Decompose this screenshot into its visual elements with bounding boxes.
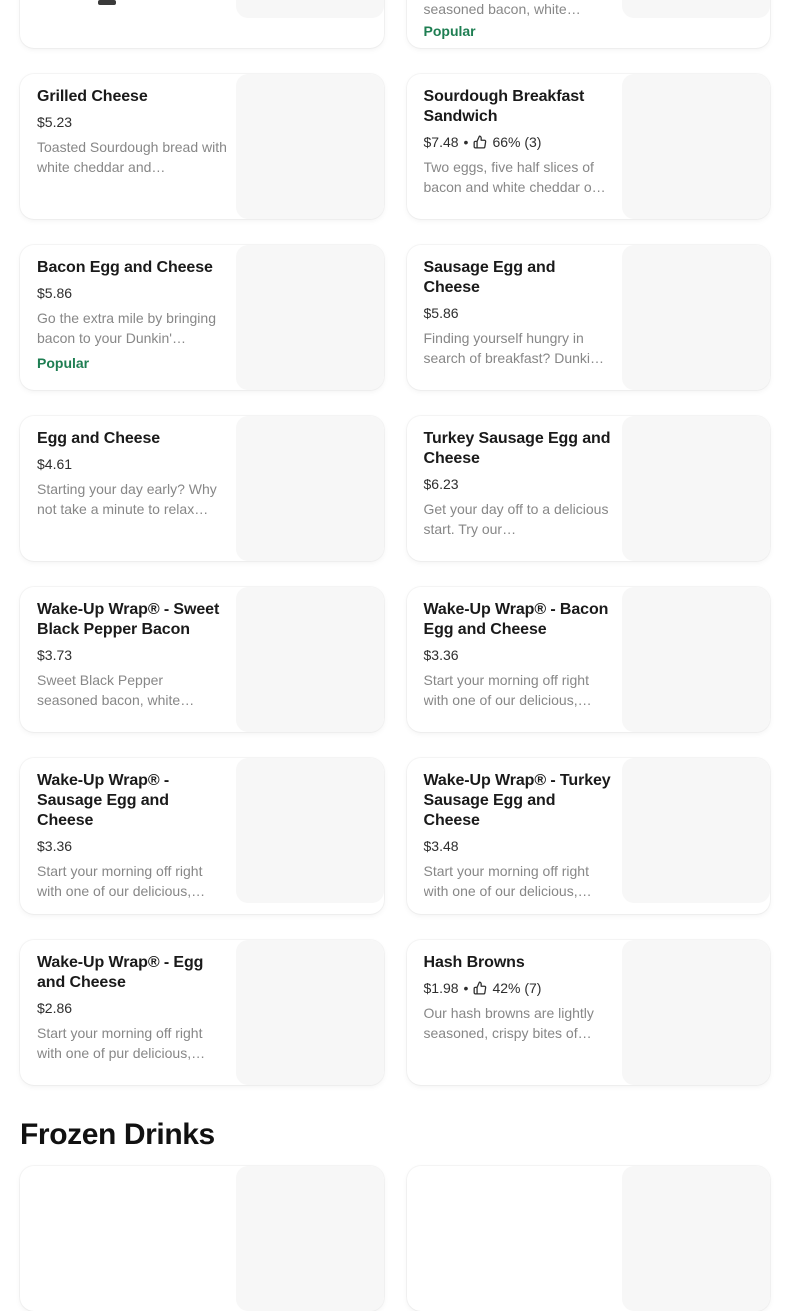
item-title: Wake-Up Wrap® - Egg and Cheese bbox=[37, 954, 204, 991]
card-text bbox=[407, 758, 623, 914]
menu-item-card-wakeup-wrap-sweet-black-pepper-bacon[interactable] bbox=[20, 587, 384, 732]
menu-item-card-partial-left[interactable] bbox=[20, 0, 384, 48]
clipped-text-remnant bbox=[98, 0, 116, 5]
item-description: Start your morning off right with one of our delicious,… bbox=[423, 863, 592, 899]
item-title: Wake-Up Wrap® - Sweet Black Pepper Bacon bbox=[37, 601, 220, 638]
menu-item-card-egg-and-cheese[interactable] bbox=[20, 416, 384, 561]
item-price: $3.36 bbox=[37, 838, 73, 854]
item-image bbox=[236, 0, 384, 18]
item-image bbox=[236, 587, 384, 732]
card-text bbox=[407, 940, 623, 1085]
item-description: Sweet Black Pepper seasoned bacon, white… bbox=[37, 672, 195, 708]
separator-dot: • bbox=[463, 134, 469, 150]
item-image bbox=[236, 416, 384, 561]
item-price-row bbox=[37, 113, 228, 131]
item-title: Wake-Up Wrap® - Turkey Sausage Egg and Cheese bbox=[423, 772, 611, 829]
item-image bbox=[622, 1166, 770, 1311]
item-price-row bbox=[424, 837, 615, 855]
card-text bbox=[20, 74, 236, 219]
menu-item-card-frozen-partial-right[interactable] bbox=[407, 1166, 771, 1311]
card-text bbox=[20, 758, 236, 914]
item-image bbox=[622, 758, 770, 903]
card-text bbox=[407, 587, 623, 732]
item-description: Our hash browns are lightly seasoned, crispy bites of… bbox=[423, 1005, 594, 1041]
menu-item-card-wakeup-wrap-bacon-egg-and-cheese[interactable] bbox=[407, 587, 771, 732]
frozen-drinks-grid bbox=[20, 1166, 770, 1311]
item-image bbox=[622, 245, 770, 390]
item-image bbox=[236, 74, 384, 219]
item-price: $6.23 bbox=[423, 476, 459, 492]
card-text bbox=[20, 587, 236, 732]
item-title: Wake-Up Wrap® - Sausage Egg and Cheese bbox=[37, 772, 170, 829]
item-price-row bbox=[424, 304, 615, 322]
item-title: Turkey Sausage Egg and Cheese bbox=[423, 430, 611, 467]
card-text bbox=[20, 1166, 236, 1311]
menu-item-card-sausage-egg-and-cheese[interactable] bbox=[407, 245, 771, 390]
item-title: Grilled Cheese bbox=[37, 88, 148, 105]
item-title: Sausage Egg and Cheese bbox=[423, 259, 556, 296]
menu-item-card-grilled-cheese[interactable] bbox=[20, 74, 384, 219]
item-price-row bbox=[37, 646, 228, 664]
item-description: Start your morning off right with one of pur delicious,… bbox=[37, 1025, 206, 1061]
item-description: Start your morning off right with one of our delicious,… bbox=[37, 863, 206, 899]
menu-item-card-turkey-sausage-egg-and-cheese[interactable] bbox=[407, 416, 771, 561]
item-description: Starting your day early? Why not take a minute to relax… bbox=[37, 481, 217, 517]
card-text bbox=[20, 940, 236, 1085]
item-description: Finding yourself hungry in search of breakfast? Dunki… bbox=[423, 330, 605, 366]
item-title: Bacon Egg and Cheese bbox=[37, 259, 213, 276]
item-image bbox=[236, 245, 384, 390]
separator-dot: • bbox=[463, 980, 469, 996]
item-description: Two eggs, five half slices of bacon and white cheddar o… bbox=[423, 159, 606, 195]
menu-item-card-partial-right[interactable] bbox=[407, 0, 771, 48]
menu-item-card-wakeup-wrap-egg-and-cheese[interactable] bbox=[20, 940, 384, 1085]
item-price: $5.23 bbox=[37, 114, 73, 130]
item-price-row bbox=[37, 284, 228, 302]
item-price: $5.86 bbox=[37, 285, 73, 301]
item-price: $7.48 bbox=[423, 134, 459, 150]
item-price: $4.61 bbox=[37, 456, 73, 472]
item-price-row bbox=[37, 999, 228, 1017]
menu-item-card-bacon-egg-and-cheese[interactable] bbox=[20, 245, 384, 390]
card-text bbox=[20, 416, 236, 561]
item-price-row bbox=[37, 455, 228, 473]
card-text bbox=[407, 74, 623, 219]
item-rating: 66% (3) bbox=[492, 134, 542, 150]
thumbs-up-icon bbox=[473, 981, 487, 995]
item-title: Egg and Cheese bbox=[37, 430, 161, 447]
item-price-row bbox=[424, 979, 615, 997]
card-text bbox=[407, 245, 623, 390]
item-image bbox=[622, 0, 770, 18]
item-price-row bbox=[424, 133, 615, 151]
item-price-row bbox=[37, 837, 228, 855]
item-price: $2.86 bbox=[37, 1000, 73, 1016]
breakfast-items-grid bbox=[20, 0, 770, 1085]
menu-item-card-hash-browns[interactable] bbox=[407, 940, 771, 1085]
item-description: Get your day off to a delicious start. Try our… bbox=[423, 501, 609, 537]
item-title: Hash Browns bbox=[423, 954, 525, 971]
item-image bbox=[622, 940, 770, 1085]
item-title: Wake-Up Wrap® - Bacon Egg and Cheese bbox=[423, 601, 609, 638]
item-image bbox=[622, 587, 770, 732]
item-image bbox=[236, 758, 384, 903]
item-price-row bbox=[424, 475, 615, 493]
item-image bbox=[622, 416, 770, 561]
menu-item-card-wakeup-wrap-sausage-egg-and-cheese[interactable] bbox=[20, 758, 384, 914]
item-rating: 42% (7) bbox=[492, 980, 542, 996]
item-price: $3.48 bbox=[423, 838, 459, 854]
item-image bbox=[622, 74, 770, 219]
item-description: Go the extra mile by bringing bacon to your Dunkin'… bbox=[37, 310, 216, 346]
item-price: $5.86 bbox=[423, 305, 459, 321]
card-text bbox=[20, 245, 236, 390]
item-title: Sourdough Breakfast Sandwich bbox=[423, 88, 585, 125]
card-text bbox=[407, 416, 623, 561]
item-price: $3.36 bbox=[423, 647, 459, 663]
item-price: $3.73 bbox=[37, 647, 73, 663]
item-price: $1.98 bbox=[423, 980, 459, 996]
item-description: Toasted Sourdough bread with white cheddar and… bbox=[37, 139, 227, 175]
thumbs-up-icon bbox=[473, 135, 487, 149]
item-description: seasoned bacon, white… bbox=[423, 1, 581, 17]
item-image bbox=[236, 1166, 384, 1311]
section-heading-frozen-drinks: Frozen Drinks bbox=[20, 1118, 215, 1151]
card-text bbox=[407, 1166, 623, 1311]
popular-badge: Popular bbox=[37, 355, 90, 371]
menu-item-card-wakeup-wrap-turkey-sausage-egg-and-cheese[interactable] bbox=[407, 758, 771, 914]
popular-badge: Popular bbox=[423, 23, 476, 39]
item-image bbox=[236, 940, 384, 1085]
item-price-row bbox=[424, 646, 615, 664]
menu-item-card-frozen-partial-left[interactable] bbox=[20, 1166, 384, 1311]
menu-item-card-sourdough-breakfast-sandwich[interactable] bbox=[407, 74, 771, 219]
item-description: Start your morning off right with one of our delicious,… bbox=[423, 672, 592, 708]
